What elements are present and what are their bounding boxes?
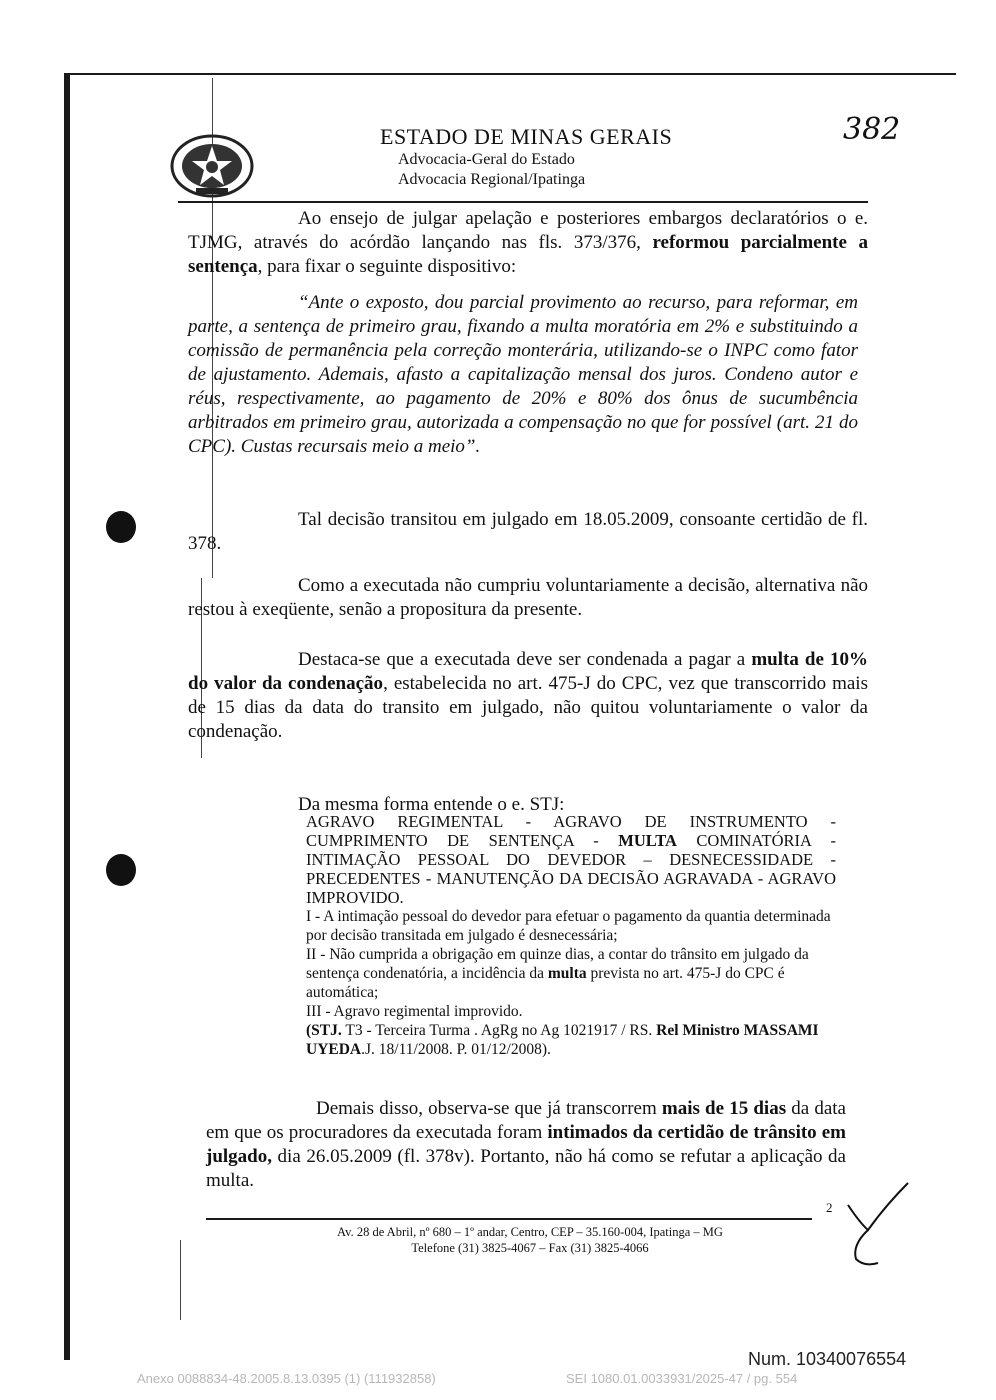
header-rule xyxy=(178,201,868,203)
footer-address: Av. 28 de Abril, nº 680 – 1º andar, Centro, CEP – 35.160-004, Ipatinga – MG xyxy=(337,1225,723,1239)
letterhead-office: Advocacia Regional/Ipatinga xyxy=(398,171,586,188)
top-border xyxy=(66,73,956,75)
page-number: 2 xyxy=(826,1200,833,1215)
citation-headnote: AGRAVO REGIMENTAL - AGRAVO DE INSTRUMENTO - CUMPRIMENTO DE SENTENÇA - MULTA COMINATÓRIA - INTIMAÇÃO PESSOAL DO DEVEDOR – DESNECESSIDADE - PRECEDENTES - MANUTENÇÃO DA DECISÃO AGRAVADA - AGRAVO IMPROVIDO. xyxy=(306,812,836,907)
left-border-bar xyxy=(64,73,70,1360)
citation-item-i: I - A intimação pessoal do devedor para efetuar o pagamento da quantia determinada por decisão transitada em julgado é desnecessária; xyxy=(306,908,831,944)
citation-item-iii: III - Agravo regimental improvido. xyxy=(306,1003,523,1020)
letterhead xyxy=(380,124,672,190)
handwritten-signature xyxy=(838,1175,918,1270)
letterhead-state: ESTADO DE MINAS GERAIS xyxy=(380,124,673,149)
letterhead-agency: Advocacia-Geral do Estado xyxy=(398,151,575,168)
punch-hole xyxy=(106,854,136,886)
document-number-stamp: Num. 10340076554 xyxy=(748,1349,907,1369)
quoted-ruling: “Ante o exposto, dou parcial provimento ao recurso, para reformar, em parte, a sentença de primeiro grau, fixando a multa moratória em 2% e substituindo a comissão de permanência pela correção monterária, utilizando-se o INPC como fator de ajustamento. Ademais, afasto a capitalização mensal dos juros. Condeno autor e réus, respectivamente, ao pagamento de 20% e 80% dos ônus de sucumbência arbitrados em primeiro grau, autorizada a compensação no que for possível (art. 21 do CPC). Custas recursais meio a meio”. xyxy=(188,292,858,457)
paragraph-stj: Da mesma forma entende o e. STJ: xyxy=(298,794,565,815)
footer-address-block xyxy=(290,1224,770,1256)
citation-reference: (STJ. T3 - Terceira Turma . AgRg no Ag 1021917 / RS. Rel Ministro MASSAMI UYEDA.J. 18/11/2008. P. 01/12/2008). xyxy=(306,1022,819,1058)
coat-of-arms-icon xyxy=(166,130,258,200)
footer-rule xyxy=(206,1218,812,1220)
paragraph-transit: Tal decisão transitou em julgado em 18.05.2009, consoante certidão de fl. 378. xyxy=(188,509,868,554)
sei-stamp: SEI 1080.01.0033931/2025-47 / pg. 554 xyxy=(566,1371,798,1386)
footer-phone: Telefone (31) 3825-4067 – Fax (31) 3825-4066 xyxy=(411,1241,649,1255)
punch-hole xyxy=(106,511,136,543)
citation-item-ii: II - Não cumprida a obrigação em quinze dias, a contar do trânsito em julgado da sentença condenatória, a incidência da multa prevista no art. 475-J do CPC é automática; xyxy=(306,946,809,1001)
case-citation xyxy=(306,812,836,1059)
paragraph-conclusion: Demais disso, observa-se que já transcorrem mais de 15 dias da data em que os procuradores da executada foram intimados da certidão de trânsito em julgado, dia 26.05.2009 (fl. 378v). Portanto, não há como se refutar a aplicação da multa. xyxy=(206,1098,846,1191)
margin-line-bottom xyxy=(180,1240,181,1320)
paragraph-noncompliance: Como a executada não cumpriu voluntariamente a decisão, alternativa não restou à exeqüente, senão a propositura da presente. xyxy=(188,575,868,620)
handwritten-folio-number: 382 xyxy=(843,112,901,147)
paragraph-decision-intro: Ao ensejo de julgar apelação e posteriores embargos declaratórios o e. TJMG, através do acórdão lançando nas fls. 373/376, reformou parcialmente a sentença, para fixar o seguinte dispositivo: xyxy=(188,208,868,277)
paragraph-fine: Destaca-se que a executada deve ser condenada a pagar a multa de 10% do valor da condenação, estabelecida no art. 475-J do CPC, vez que transcorrido mais de 15 dias da data do transito em julgado, não quitou voluntariamente o valor da condenação. xyxy=(188,649,869,742)
annex-stamp: Anexo 0088834-48.2005.8.13.0395 (1) (111932858) xyxy=(137,1371,436,1386)
